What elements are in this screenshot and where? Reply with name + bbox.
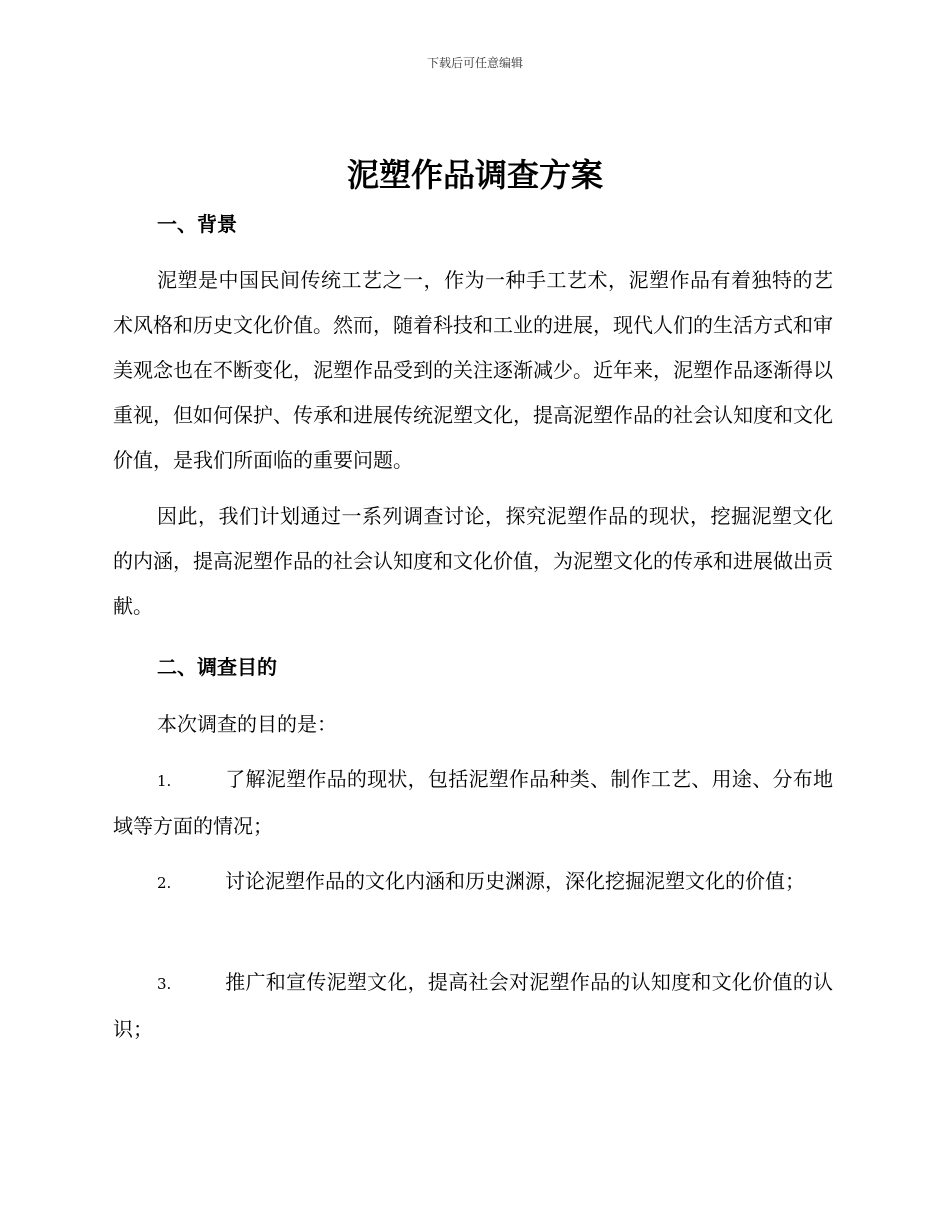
list-item-text: 了解泥塑作品的现状，包括泥塑作品种类、制作工艺、用途、分布地域等方面的情况；	[113, 767, 833, 838]
section-heading-background: 一、背景	[157, 212, 237, 236]
list-item	[113, 859, 833, 906]
header-note: 下载后可任意编辑	[426, 56, 523, 70]
list-item-text: 推广和宣传泥塑文化，提高社会对泥塑作品的认知度和文化价值的认识；	[113, 970, 833, 1041]
list-item	[113, 757, 833, 849]
document-title: 泥塑作品调查方案	[346, 156, 603, 194]
list-item	[113, 960, 833, 1052]
list-item-text: 讨论泥塑作品的文化内涵和历史渊源，深化挖掘泥塑文化的价值；	[225, 869, 805, 893]
background-paragraph-2: 因此，我们计划通过一系列调查讨论，探究泥塑作品的现状，挖掘泥塑文化的内涵，提高泥塑作品的社会认知度和文化价值，为泥塑文化的传承和进展做出贡献。	[113, 504, 833, 618]
purpose-intro: 本次调查的目的是：	[157, 712, 337, 736]
list-item-number: 2.	[157, 874, 172, 892]
list-item-number: 1.	[157, 772, 172, 790]
list-item-number: 3.	[157, 975, 172, 993]
section-heading-purpose: 二、调查目的	[157, 655, 277, 679]
background-paragraph-1: 泥塑是中国民间传统工艺之一，作为一种手工艺术，泥塑作品有着独特的艺术风格和历史文化价值。然而，随着科技和工业的进展，现代人们的生活方式和审美观念也在不断变化，泥塑作品受到的关注逐渐减少。近年来，泥塑作品逐渐得以重视，但如何保护、传承和进展传统泥塑文化，提高泥塑作品的社会认知度和文化价值，是我们所面临的重要问题。	[113, 268, 833, 472]
